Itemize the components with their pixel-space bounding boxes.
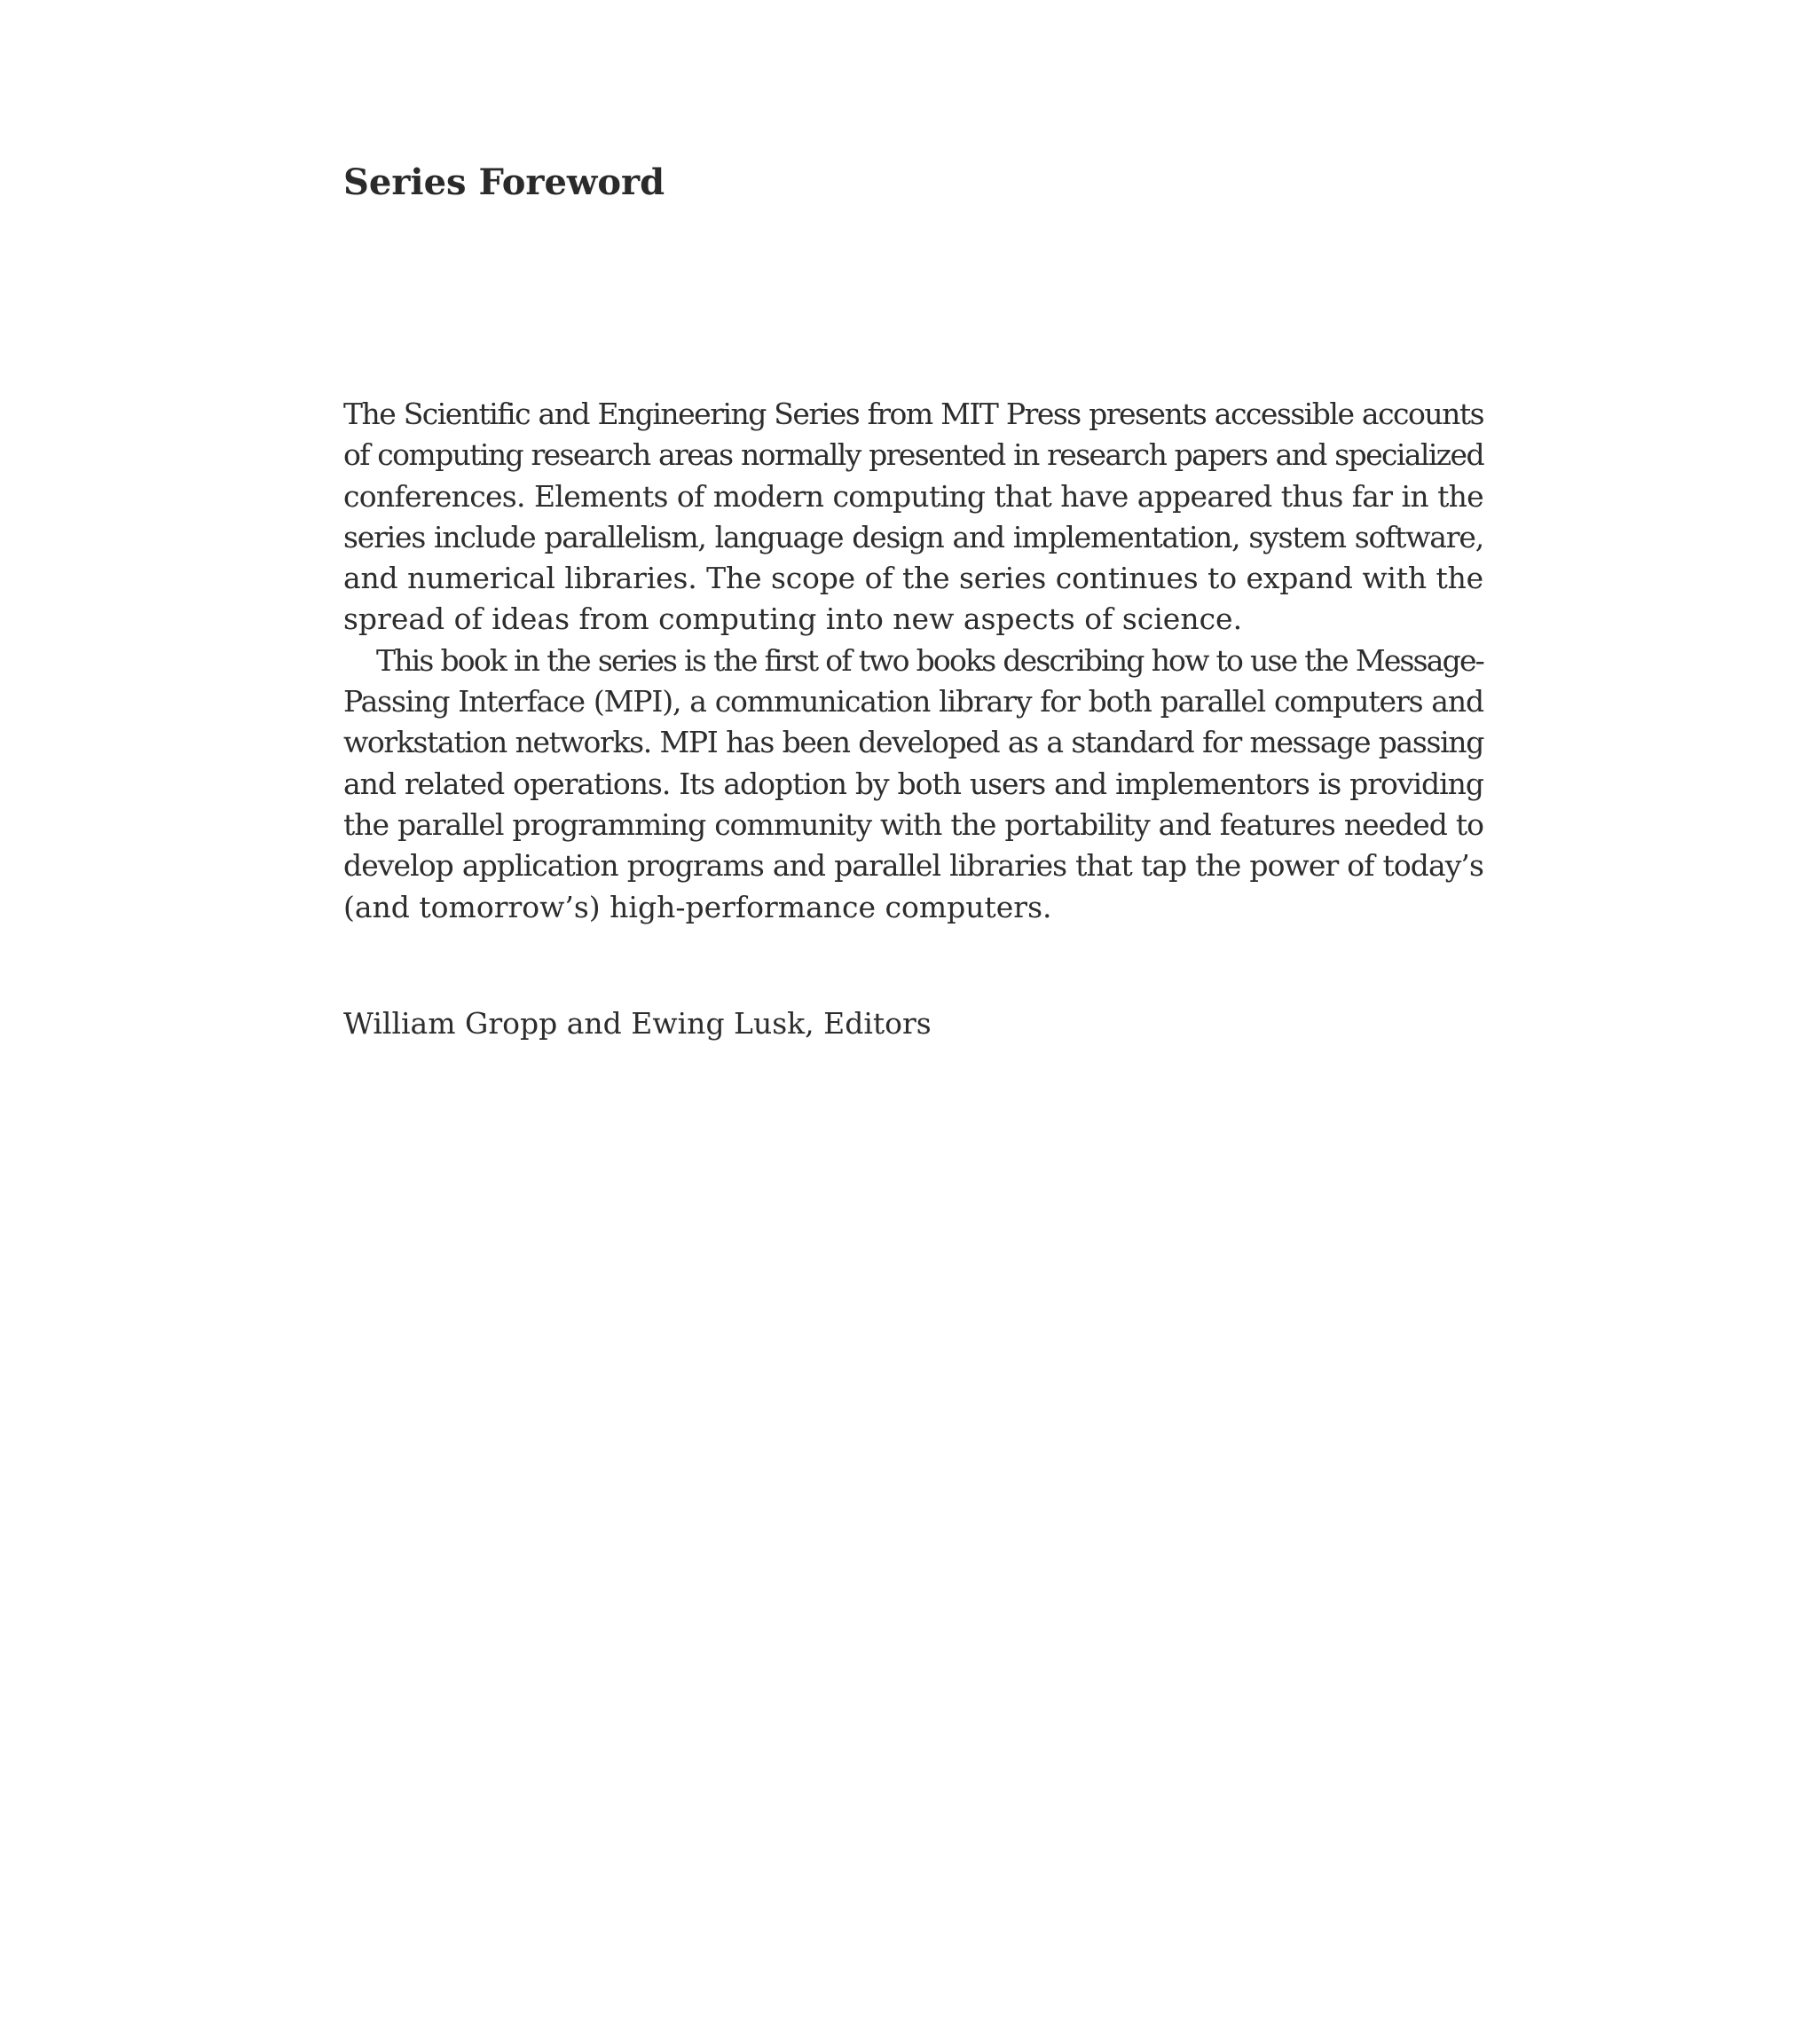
page-title: Series Foreword [343, 161, 665, 203]
text-line: and numerical libraries. The scope of the series continues to expand with the [343, 561, 1483, 596]
paragraph-2 [343, 641, 1483, 928]
text-line: This book in the series is the first of two books describing how to use the Message- [376, 642, 1483, 678]
text-line: series include parallelism, language design and implementation, system software, [343, 519, 1483, 554]
text-line: the parallel programming community with the portability and features needed to [343, 806, 1483, 842]
text-line: conferences. Elements of modern computing that have appeared thus far in the [343, 478, 1483, 514]
body-text [343, 394, 1483, 928]
text-line: workstation networks. MPI has been developed as a standard for message passing [343, 725, 1483, 760]
text-line: spread of ideas from computing into new aspects of science. [343, 601, 1243, 637]
paragraph-1 [343, 394, 1483, 641]
editors-signature: William Gropp and Ewing Lusk, Editors [343, 1006, 932, 1041]
text-line: (and tomorrow’s) high-performance computers. [343, 889, 1052, 924]
text-line: Passing Interface (MPI), a communication library for both parallel computers and [343, 684, 1483, 719]
text-line: of computing research areas normally presented in research papers and specialized [343, 437, 1483, 473]
text-line: and related operations. Its adoption by both users and implementors is providing [343, 766, 1483, 801]
text-line: The Scientific and Engineering Series from MIT Press presents accessible accounts [343, 397, 1483, 431]
text-line: develop application programs and parallel libraries that tap the power of today’s [343, 848, 1483, 884]
